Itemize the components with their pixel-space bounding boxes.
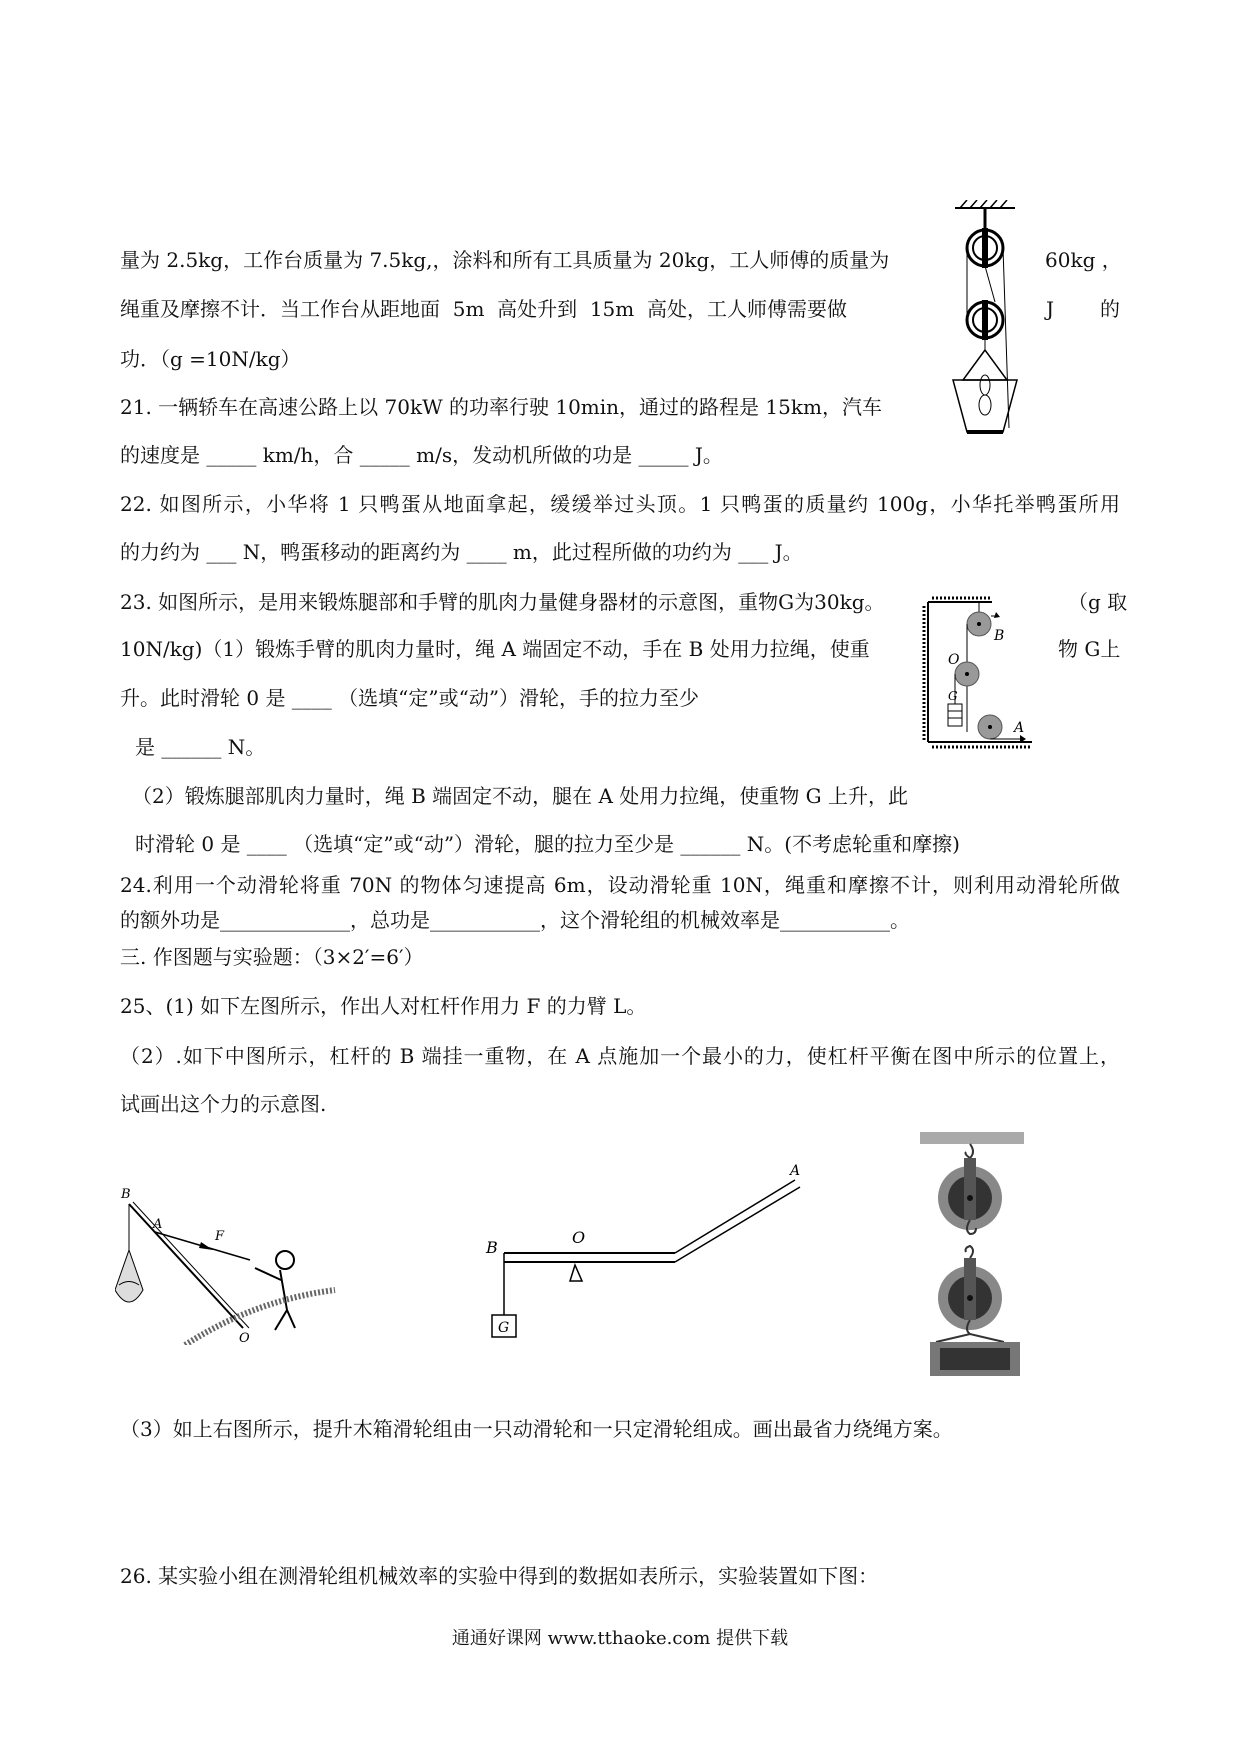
q23-line5: （2）锻炼腿部肌肉力量时，绳 B 端固定不动，腿在 A 处用力拉绳，使重物 G 上升，此 [132,784,908,808]
q24-line1: 24.利用一个动滑轮将重 70N 的物体匀速提高 6m，设动滑轮重 10N，绳重和摩擦不计，则利用动滑轮所做 [120,873,1120,897]
q23-line2-tail: 物 G上 [1058,637,1121,661]
q21-line1: 21. 一辆轿车在高速公路上以 70kW 的功率行驶 10min，通过的路程是 15km，汽车 [120,395,882,419]
q20-line2-tail-a: J [1046,297,1055,321]
q23-line3: 升。此时滑轮 0 是 ____ （选填“定”或“动”）滑轮，手的拉力至少 [120,686,700,710]
fishing-label-a: A [153,1217,163,1232]
lever-label-b: B [486,1238,498,1257]
q24-line2: 的额外功是_____________，总功是___________，这个滑轮组的机械效率是___________。 [120,908,910,932]
q20-line2: 绳重及摩擦不计．当工作台从距地面 5m 高处升到 15m 高处，工人师傅需要做 [120,297,847,321]
pulley-set-figure [918,1130,1028,1378]
q23-line4: 是 ______ N。 [135,735,266,759]
q22-line1: 22. 如图所示，小华将 1 只鸭蛋从地面拿起，缓缓举过头顶。1 只鸭蛋的质量约 100g，小华托举鸭蛋所用 [120,492,1120,516]
q23-line6: 时滑轮 0 是 ____ （选填“定”或“动”）滑轮，腿的拉力至少是 ______ N。(不考虑轮重和摩擦) [135,832,960,856]
lever-label-g: G [498,1320,510,1336]
q23-line1-tail: （g 取 [1068,590,1128,614]
gym-label-a: A [1014,720,1025,736]
lever-label-a: A [790,1163,801,1179]
section3-heading: 三. 作图题与实验题：（3×2′=6′） [120,945,424,969]
q23-line1: 23. 如图所示，是用来锻炼腿部和手臂的肌肉力量健身器材的示意图，重物G为30kg。 [120,590,885,614]
fishing-lever-figure [115,1180,345,1345]
footer: 通通好课网 www.tthaoke.com 提供下载 [451,1628,789,1649]
q23-line2: 10N/kg)（1）锻炼手臂的肌肉力量时，绳 A 端固定不动，手在 B 处用力拉绳，使重 [120,637,870,661]
gym-device-figure [922,592,1037,754]
gym-label-o: O [948,652,960,668]
q21-line2: 的速度是 _____ km/h，合 _____ m/s，发动机所做的功是 _____ J。 [120,443,723,467]
q25-line3: 试画出这个力的示意图. [120,1092,327,1116]
q20-line1-tail: 60kg ， [1045,248,1122,272]
q20-line3: 功．（g =10N/kg） [120,347,301,371]
q25-line2: （2）.如下中图所示，杠杆的 B 端挂一重物，在 A 点施加一个最小的力，使杠杆平衡在图中所示的位置上， [120,1044,1120,1068]
fishing-label-f: F [215,1229,225,1244]
q25-line4: （3）如上右图所示，提升木箱滑轮组由一只动滑轮和一只定滑轮组成。画出最省力绕绳方案。 [120,1417,953,1441]
fishing-label-b: B [121,1187,131,1202]
q20-line1: 量为 2.5kg，工作台质量为 7.5kg,，涂料和所有工具质量为 20kg，工人师傅的质量为 [120,248,890,272]
q20-line2-tail-b: 的 [1100,297,1120,321]
q22-line2: 的力约为 ___ N，鸭蛋移动的距离约为 ____ m，此过程所做的功约为 ___ J。 [120,540,803,564]
pulley-platform-figure [945,200,1025,442]
gym-label-g: G [948,689,958,703]
q25-line1: 25、(1) 如下左图所示，作出人对杠杆作用力 F 的力臂 L。 [120,994,647,1018]
bent-lever-figure [480,1145,810,1340]
gym-label-b: B [994,628,1005,644]
q26-line1: 26. 某实验小组在测滑轮组机械效率的实验中得到的数据如表所示，实验装置如下图： [120,1564,879,1588]
lever-label-o: O [572,1228,586,1247]
fishing-label-o: O [239,1331,250,1345]
